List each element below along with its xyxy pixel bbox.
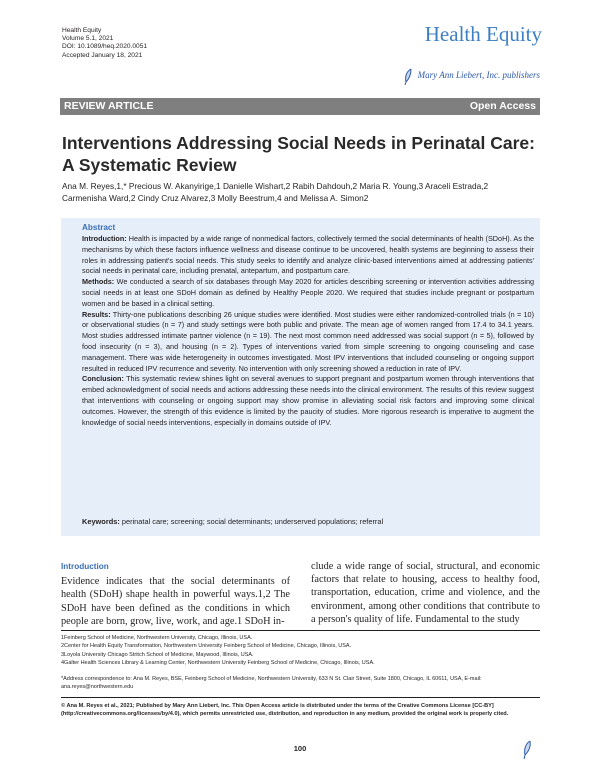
doi: DOI: 10.1089/heq.2020.0051 xyxy=(62,43,148,51)
abstract-results xyxy=(82,310,534,375)
abstract-results-label: Results: xyxy=(82,309,111,319)
article-title xyxy=(62,132,542,176)
abstract-conclusion-text: This systematic review shines light on several avenues to support pregnant and postpartum women through interventions that embed acknowledgment of social needs and actions addressing these needs into the clinical environment. The results of this review suggest that interventions with counseling or ongoing support may show promise in alleviating social risk factors and improving some clinical outcomes. However, the strength of this evidence is limited by the paucity of studies. More rigorous research is imperative to augment the knowledge of social needs interventions, especially in domains outside of IPV. xyxy=(82,374,534,427)
body-right-text: clude a wide range of social, structural, and economic factors that relate to housing, access to healthy food, transportation, education, crime and violence, and the environment, among other conditions that contribute to a person's quality of life. Fundamental to the study xyxy=(311,561,540,625)
introduction-heading: Introduction xyxy=(61,562,109,571)
affiliation-1: 1Feinberg School of Medicine, Northwestern University, Chicago, Illinois, USA. xyxy=(61,635,253,641)
license-divider xyxy=(61,697,540,698)
page-number: 100 xyxy=(293,744,307,753)
keywords-text: perinatal care; screening; social determinants; underserved populations; referral xyxy=(121,517,384,526)
title-line-2: A Systematic Review xyxy=(62,155,237,175)
authors-line-1: Ana M. Reyes,1,* Precious W. Akanyirige,1 Danielle Wishart,2 Rabih Dahdouh,2 Maria R. Young,3 Araceli Estrada,2 xyxy=(62,181,489,191)
quill-icon xyxy=(521,740,533,760)
volume: Volume 5.1, 2021 xyxy=(62,35,114,43)
abstract-conclusion-label: Conclusion: xyxy=(82,374,124,384)
affiliation-3: 3Loyola University Chicago Stritch School of Medicine, Maywood, Illinois, USA. xyxy=(61,651,254,658)
title-line-1: Interventions Addressing Social Needs in Perinatal Care: xyxy=(62,133,535,153)
author-list xyxy=(62,180,540,204)
keywords-label: Keywords: xyxy=(82,517,120,526)
publisher-logo: Mary Ann Liebert, Inc. publishers xyxy=(417,70,540,80)
license-statement: © Ana M. Reyes et al., 2021; Published by Mary Ann Liebert, Inc. This Open Access article is distributed under the terms of the Creative Commons License [CC-BY] (http://creativecommons.org/licenses/by/4.0), which permits unrestricted use, distribution, and reproduction in any medium, provided the original work is properly cited. xyxy=(61,703,509,718)
abstract-intro-label: Introduction: xyxy=(82,234,127,243)
affiliation-2: 2Center for Health Equity Transformation, Northwestern University Feinberg School of Medicine, Chicago, Illinois, USA. xyxy=(61,643,352,650)
footnote-divider xyxy=(61,630,540,631)
affiliations xyxy=(61,634,540,668)
feather-icon xyxy=(403,68,413,86)
abstract-results-text: Thirty-one publications describing 26 unique studies were identified. Most studies were either randomized-controlled trials (n = 10) or observational studies (n = 7) and study settings were both public and private. The mean age of women ranged from 17.4 to 34.1 years. Most studies addressed intimate partner violence (n = 19). The next most common need addressed was social support (n = 5), followed by food insecurity (n = 3), and housing (n = 2). Types of interventions varied from simple screening to ongoing counseling and case management. There was wide heterogeneity in outcomes investigated. Most IPV interventions that included counseling or ongoing support resulted in reduced IPV recurrence and severity. No intervention with only screening showed a reduction in rate of IPV. xyxy=(82,309,534,373)
journal-metadata xyxy=(62,27,147,60)
article-type: REVIEW ARTICLE xyxy=(64,100,154,112)
journal-name: Health Equity xyxy=(62,27,102,34)
abstract-methods-text: We conducted a search of six databases through May 2020 for articles describing screening or intervention activities addressing social needs in at least one SDoH domain as defined by Healthy People 2020. We required that studies include pregnant or postpartum women and be based in a clinical setting. xyxy=(82,277,535,308)
abstract-intro-text: Health is impacted by a wide range of nonmedical factors, collectively termed the social determinants of health (SDoH). As the mechanisms by which these factors influence wellness and disease continue to be uncovered, health systems are beginning to assess their roles in addressing patient's social needs. This study seeks to identify and analyze clinic-based interventions aimed at addressing patients' social needs in perinatal care, including prenatal, antepartum, and postpartum care. xyxy=(82,234,535,276)
open-access-label: Open Access xyxy=(469,100,536,112)
keywords xyxy=(82,517,383,526)
accepted-date: Accepted January 18, 2021 xyxy=(62,51,143,59)
abstract-introduction xyxy=(82,234,534,277)
authors-line-2: Carmenisha Ward,2 Cindy Cruz Alvarez,3 Molly Beestrum,4 and Melissa A. Simon2 xyxy=(62,193,369,203)
abstract-box xyxy=(61,218,540,536)
journal-logo: Health Equity xyxy=(424,22,542,46)
abstract-conclusion xyxy=(82,374,534,428)
abstract-methods xyxy=(82,277,534,309)
affiliation-4: 4Galter Health Sciences Library & Learning Center, Northwestern University Feinberg School of Medicine, Chicago, Illinois, USA. xyxy=(61,660,375,667)
body-column-left xyxy=(61,560,290,628)
body-left-text: Evidence indicates that the social determinants of health (SDoH) shape health in powerful ways.1,2 The SDoH have been defined as the conditions in which people are born, grow, live, work, and age.1 SDoH in- xyxy=(61,576,290,627)
abstract-methods-label: Methods: xyxy=(82,277,115,287)
article-type-banner xyxy=(60,98,540,115)
body-column-right xyxy=(311,560,540,626)
abstract-heading: Abstract xyxy=(82,223,116,232)
correspondence: *Address correspondence to: Ana M. Reyes, BSE, Feinberg School of Medicine, Northwestern University, 633 N St. Clair Street, Suite 1800, Chicago, IL 60611, USA, E-mail: ana.reyes@northwestern.edu xyxy=(61,676,482,691)
